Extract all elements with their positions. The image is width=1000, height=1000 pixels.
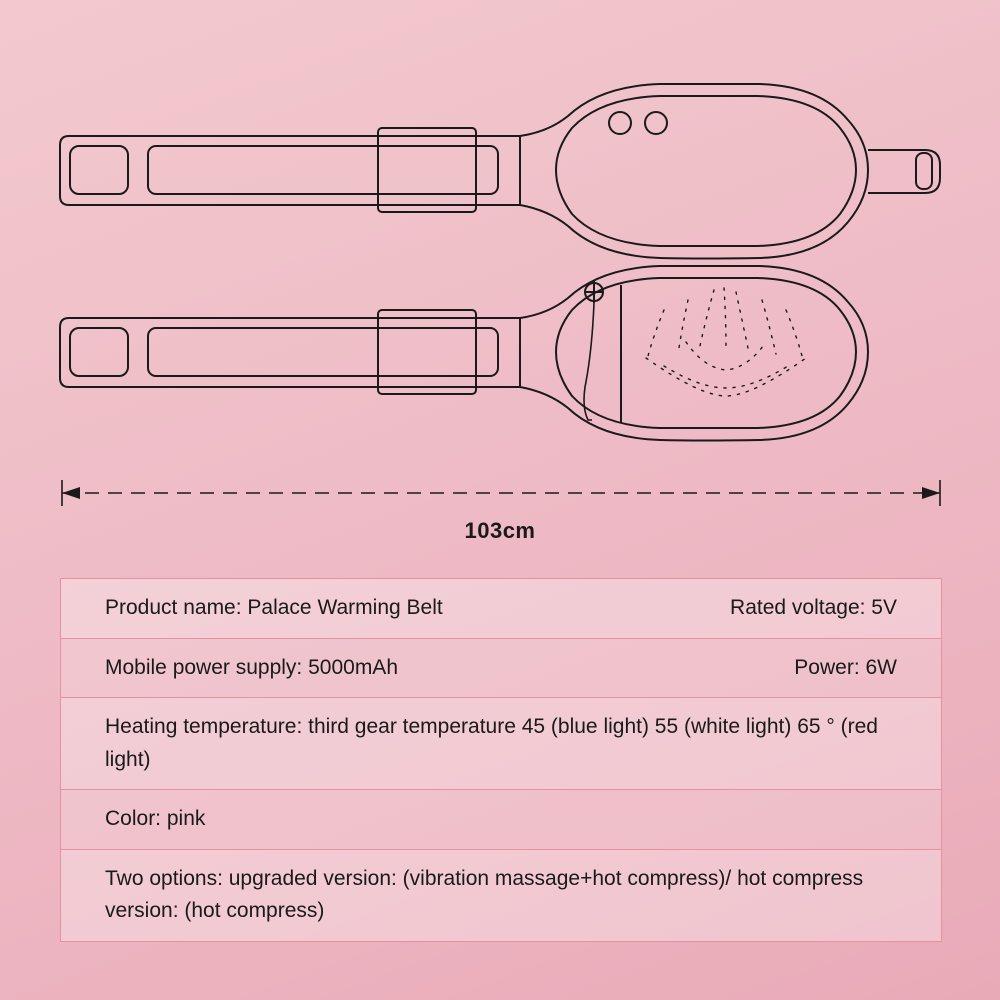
spec-power: Power: 6W [794,655,897,679]
spec-options: Two options: upgraded version: (vibration massage+hot compress)/ hot compress version: (hot compress) [105,866,864,923]
belt-back-view [60,266,868,441]
dimension-arrow-left [62,487,80,499]
button-right [645,112,667,134]
table-row [61,698,941,790]
table-row [61,579,941,639]
button-left [609,112,631,134]
dimension-length-label: 103cm [464,518,536,543]
product-illustration [0,0,1000,470]
charging-port-icon [585,281,603,303]
table-row [61,639,941,699]
table-row [61,790,941,850]
heating-element-pattern [646,288,806,396]
spec-product-name: Product name: Palace Warming Belt [105,596,443,619]
spec-heating-temperature: Heating temperature: third gear temperature 45 (blue light) 55 (white light) 65 ° (red light) [105,715,878,771]
spec-mobile-power-supply: Mobile power supply: 5000mAh [105,655,398,679]
belt-front-view [60,84,940,259]
specification-table [60,578,942,942]
dimension-arrow-right [922,487,940,499]
table-row [61,850,941,942]
dimension-indicator [0,468,1000,558]
spec-rated-voltage: Rated voltage: 5V [730,596,897,619]
spec-color: Color: pink [105,807,206,831]
